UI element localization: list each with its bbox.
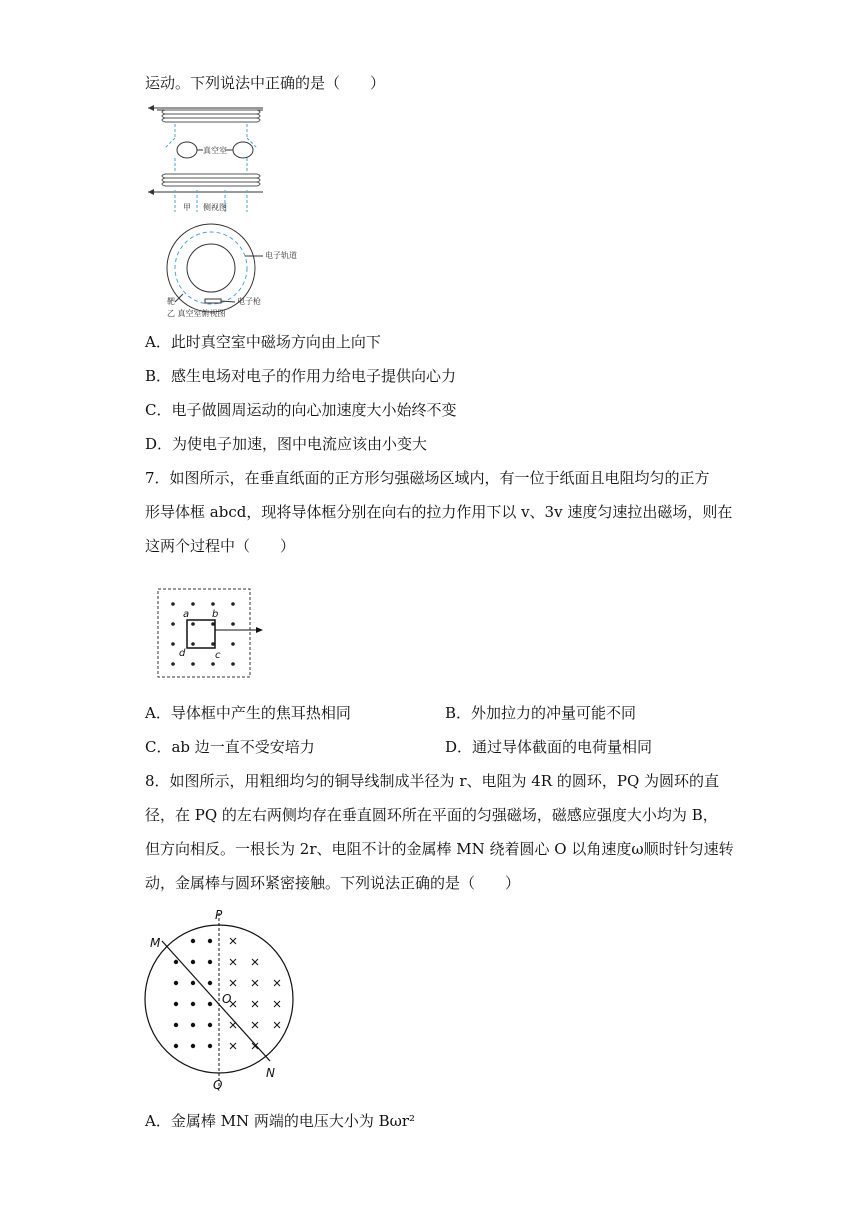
field-dot [211,602,215,606]
field-dot [231,662,235,666]
field-dot [174,1044,178,1048]
label-m: M [150,936,161,950]
q7-option-a: A．导体框中产生的焦耳热相同 [145,704,351,722]
label-side-view: 侧视图 [203,203,227,212]
q8-option-a: A．金属棒 MN 两端的电压大小为 Bωr² [145,1112,416,1130]
field-dot [231,642,235,646]
label-n: N [266,1066,275,1080]
q6-option-a: A．此时真空室中磁场方向由上向下 [145,333,381,351]
field-cross [230,1022,236,1028]
ring-field-figure [140,905,300,1095]
field-dot [191,642,195,646]
label-c: c [215,650,221,661]
field-dot [174,960,178,964]
field-cross [252,980,258,986]
field-cross [252,959,258,965]
field-cross [230,959,236,965]
q8-stem-line-1: 8．如图所示，用粗细均匀的铜导线制成半径为 r、电阻为 4R 的圆环，PQ 为圆环的直 [145,772,720,790]
label-jia: 甲 [183,203,191,212]
q8-stem-line-3: 但方向相反。一根长为 2r、电阻不计的金属棒 MN 绕着圆心 O 以角速度ω顺时针匀速转 [145,840,734,858]
label-electron-track: 电子轨道 [265,251,297,260]
label-o: O [222,992,232,1006]
betatron-figure [145,98,315,320]
field-cross [230,938,236,944]
q7-option-b: B．外加拉力的冲量可能不同 [445,704,637,722]
q8-stem-line-4: 动，金属棒与圆环紧密接触。下列说法正确的是（ ） [145,874,521,892]
field-dot [211,662,215,666]
q7-stem-line-1: 7．如图所示，在垂直纸面的正方形匀强磁场区域内，有一位于纸面且电阻均匀的正方 [145,469,710,487]
q7-option-d: D．通过导体截面的电荷量相同 [445,738,653,756]
field-cross [252,1001,258,1007]
field-cross [252,1022,258,1028]
field-dot [174,1023,178,1027]
field-dot [208,1002,212,1006]
field-dot [171,642,175,646]
label-q: Q [213,1078,223,1092]
field-dot [171,622,175,626]
field-dot [208,939,212,943]
field-dot [171,662,175,666]
field-dot [191,981,195,985]
field-dot [191,939,195,943]
field-dot [191,1002,195,1006]
field-dot [208,981,212,985]
square-field-figure [155,586,267,680]
field-dot [191,622,195,626]
field-dot [191,1044,195,1048]
field-cross [274,980,280,986]
field-dot [174,1002,178,1006]
label-target: 靶 [167,297,175,306]
field-cross [230,980,236,986]
field-dot [231,622,235,626]
q7-stem-line-3: 这两个过程中（ ） [145,537,296,555]
field-dot [208,960,212,964]
label-b: b [212,609,219,620]
field-dot [191,960,195,964]
q6-option-d: D．为使电子加速，图中电流应该由小变大 [145,435,428,453]
q7-option-c: C．ab 边一直不受安培力 [145,738,315,756]
label-d: d [179,648,186,659]
field-cross [274,1001,280,1007]
q8-stem-line-2: 径，在 PQ 的左右两侧均存在垂直圆环所在平面的匀强磁场，磁感应强度大小均为 B， [145,806,718,824]
q6-option-b: B．感生电场对电子的作用力给电子提供向心力 [145,367,457,385]
label-p: P [215,908,223,922]
intro-line: 运动。下列说法中正确的是（ ） [145,74,386,92]
field-dot [208,1044,212,1048]
field-dot [174,981,178,985]
field-dot [231,602,235,606]
field-dot [191,662,195,666]
label-vacuum-chamber: 真空室 [203,146,227,155]
field-cross [230,1043,236,1049]
label-top-view: 乙 真空室俯视图 [167,309,226,318]
label-electron-gun: 电子枪 [237,297,261,306]
field-dot [171,602,175,606]
label-a: a [183,609,190,620]
field-dot [208,1023,212,1027]
field-dot [191,602,195,606]
q7-stem-line-2: 形导体框 abcd，现将导体框分别在向右的拉力作用下以 v、3v 速度匀速拉出磁场，则在 [145,503,733,521]
field-cross [274,1022,280,1028]
field-dot [191,1023,195,1027]
q6-option-c: C．电子做圆周运动的向心加速度大小始终不变 [145,401,457,419]
